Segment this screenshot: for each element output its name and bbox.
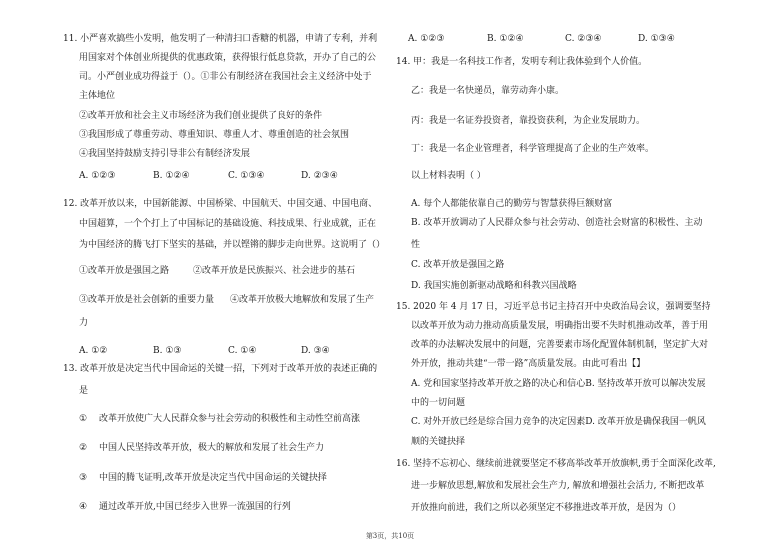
- q12-option-c: C. ①④: [228, 346, 257, 356]
- q15-stem-line-4: 外开放，推动共建“一带一路”高质量发展。由此可看出【】: [411, 359, 646, 369]
- q15-stem-line-3: 改革的办法解决发展中的问题，完善要素市场化配置体制机制，坚定扩大对: [411, 340, 709, 350]
- q12-statement-2: ②改革开放是民族振兴、社会进步的基石: [193, 266, 356, 276]
- q12-stem-line-2: 中国超算，一个个打上了中国标记的基础设施、科技成果、行业成就，正在: [79, 219, 377, 229]
- q15-stem-line-2: 以改革开放为动力推动高质量发展，明确指出要不失时机推动改革，善于用: [411, 321, 709, 331]
- q12-stem-line-3: 为中国经济的腾飞打下坚实的基础，并以铿锵的脚步走向世界。这说明了（）: [79, 240, 386, 250]
- q13-statement-4-number: ④: [79, 502, 88, 512]
- q12-stem-line-1: 12. 改革开放以来，中国新能源、中国桥梁、中国航天、中国交通、中国电商、: [63, 199, 378, 209]
- q11-statement-2: ②改革开放和社会主义市场经济为我们创业提供了良好的条件: [79, 111, 323, 121]
- q16-stem-line-3: 开放推向前进，我们之所以必须坚定不移推进改革开放，是因为（）: [411, 503, 682, 513]
- q13-statement-2-number: ②: [79, 443, 88, 453]
- q14-option-b-cont: 性: [411, 240, 421, 250]
- q13-option-a: A. ①②③: [408, 34, 445, 44]
- q11-stem-line-4: 主体地位: [79, 91, 116, 101]
- q12-statement-3: ③改革开放是社会创新的重要力量: [79, 295, 215, 305]
- q12-statement-4: ④改革开放极大地解放和发展了生产: [230, 295, 375, 305]
- q15-options-ab-cont: 中的一切问题: [411, 398, 466, 408]
- q13-statement-1-number: ①: [79, 414, 88, 424]
- q13-option-d: D. ①③④: [638, 34, 675, 44]
- q16-stem-line-2: 进一步解放思想,解放和发展社会生产力, 解放和增强社会活力, 不断把改革: [411, 481, 705, 491]
- q12-statement-1: ①改革开放是强国之路: [79, 266, 170, 276]
- q16-stem-line-1: 16. 坚持不忘初心、继续前进就要坚定不移高举改革开放旗帜,勇于全面深化改革,: [396, 459, 716, 469]
- q13-statement-4: 通过改革开放,中国已经步入世界一流强国的行列: [99, 502, 291, 512]
- q14-speaker-yi: 乙：我是一名快递员，靠劳动奔小康。: [411, 86, 565, 96]
- q13-option-c: C. ②③④: [565, 34, 602, 44]
- q11-option-d: D. ②③④: [301, 171, 338, 181]
- q15-options-ab: A. 党和国家坚持改革开放之路的决心和信心B. 坚持改革开放可以解决发展: [411, 379, 706, 389]
- q11-stem-line-3: 司。小严创业成功得益于（）。①非公有制经济在我国社会主义经济中处于: [79, 72, 372, 82]
- q13-stem-line-2: 是: [79, 386, 89, 396]
- q13-statement-3-number: ③: [79, 473, 88, 483]
- q13-stem-line-1: 13. 改革开放是决定当代中国命运的关键一招，下列对于改革开放的表述正确的: [63, 364, 378, 374]
- q12-option-b: B. ①③: [153, 346, 182, 356]
- q13-statement-3: 中国的腾飞证明,改革开放是决定当代中国命运的关键抉择: [99, 473, 327, 483]
- q11-statement-4: ④我国坚持鼓励支持引导非公有制经济发展: [79, 149, 251, 159]
- q11-stem-line-1: 11. 小严喜欢搞些小发明，他发明了一种清扫口香糖的机器，申请了专利，并利: [63, 34, 378, 44]
- q13-option-b: B. ①②④: [487, 34, 524, 44]
- page-number: 第3页，共10页: [365, 532, 415, 540]
- q13-statement-1: 改革开放使广大人民群众参与社会劳动的积极性和主动性空前高涨: [99, 414, 361, 424]
- q14-speaker-ding: 丁：我是一名企业管理者，科学管理提高了企业的生产效率。: [411, 144, 655, 154]
- q14-option-b: B. 改革开放调动了人民群众参与社会劳动、创造社会财富的积极性、主动: [411, 218, 703, 228]
- q11-option-b: B. ①②④: [153, 171, 190, 181]
- q14-speaker-bing: 丙：我是一名证券投资者，靠投资获利，为企业发展助力。: [411, 116, 646, 126]
- q14-option-d: D. 我国实施创新驱动战略和科教兴国战略: [411, 281, 577, 291]
- q14-option-a: A. 每个人都能依靠自己的勤劳与智慧获得巨额财富: [411, 199, 613, 209]
- q11-option-a: A. ①②③: [79, 171, 116, 181]
- q12-statement-4-cont: 力: [79, 318, 89, 328]
- q13-statement-2: 中国人民坚持改革开放，极大的解放和发展了社会生产力: [99, 443, 325, 453]
- q14-question: 以上材料表明（ ）: [411, 171, 486, 181]
- q12-option-a: A. ①②: [79, 346, 108, 356]
- q11-stem-line-2: 用国家对个体创业所提供的优惠政策，获得银行低息贷款，开办了自己的公: [79, 53, 377, 63]
- q15-options-cd-cont: 顺的关键抉择: [411, 437, 466, 447]
- q14-option-c: C. 改革开放是强国之路: [411, 260, 505, 270]
- q15-stem-line-1: 15. 2020 年 4 月 17 日，习近平总书记主持召开中央政治局会议，强调要坚持: [396, 302, 711, 312]
- q15-options-cd: C. 对外开放已经是综合国力竞争的决定因素D. 改革开放是确保我国一帆风: [411, 417, 706, 427]
- q14-stem-line-1: 14. 甲：我是一名科技工作者，发明专利让我体验到个人价值。: [396, 57, 648, 67]
- q12-option-d: D. ③④: [301, 346, 330, 356]
- q11-option-c: C. ①③④: [228, 171, 265, 181]
- q11-statement-3: ③我国形成了尊重劳动、尊重知识、尊重人才、尊重创造的社会氛围: [79, 130, 350, 140]
